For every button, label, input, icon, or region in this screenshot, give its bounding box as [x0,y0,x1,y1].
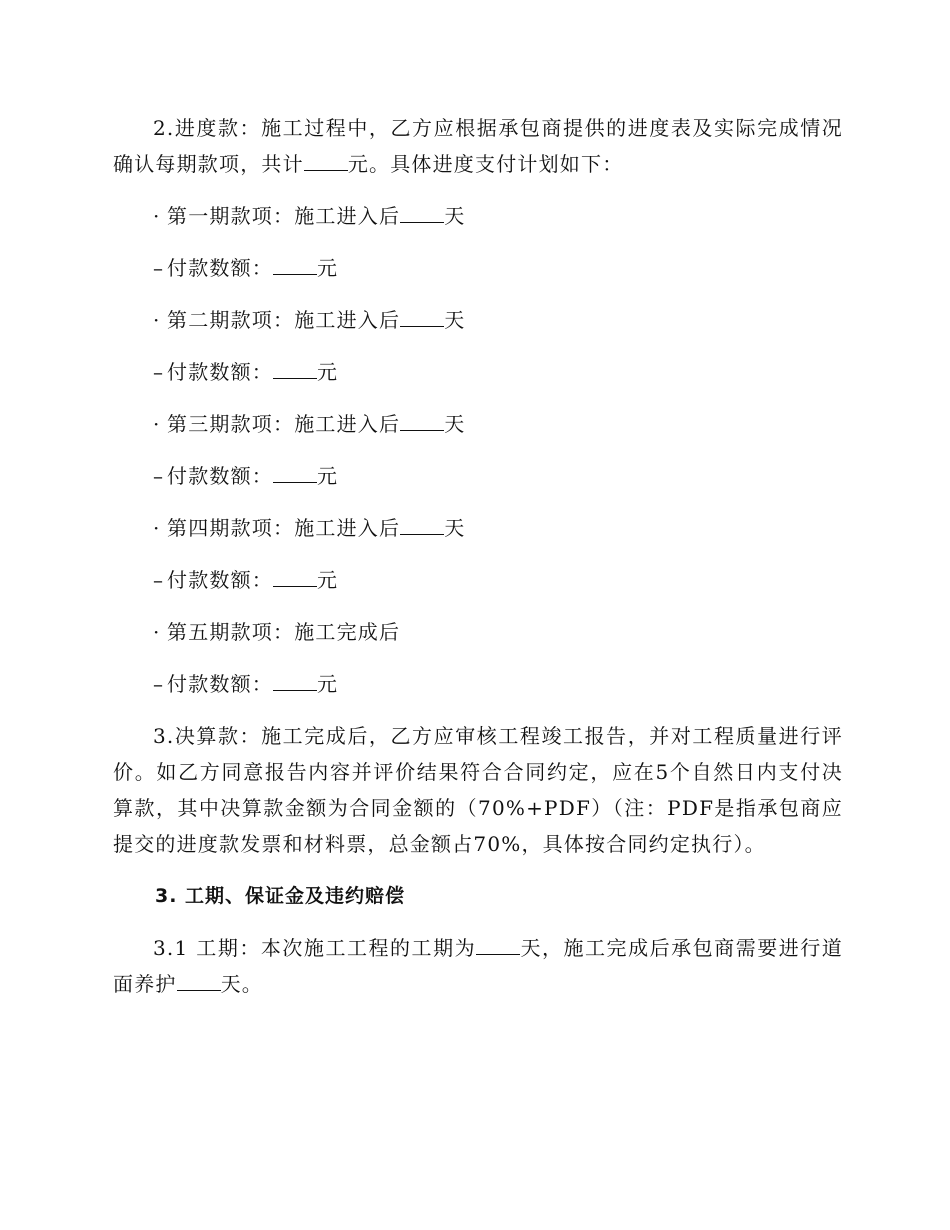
payment-unit: 元 [317,672,339,696]
payment-label: 付款数额： [167,360,273,384]
document-body [113,110,843,1018]
installment-label: 第一期款项：施工进入后 [167,204,401,228]
dash-mark: – [153,256,165,280]
blank-duration-days [476,936,520,955]
payment-amount-5 [113,666,843,702]
payment-amount-4 [113,562,843,598]
dash-mark: – [153,672,165,696]
blank-days [400,516,444,535]
installment-4 [113,510,843,546]
blank-amount [273,256,317,275]
installment-5 [113,614,843,650]
duration-text-middle: 天，施工完成后承包商需要进行道面养护 [113,936,843,996]
blank-amount [273,464,317,483]
payment-unit: 元 [317,256,339,280]
installment-unit: 天 [444,204,466,228]
installment-label: 第三期款项：施工进入后 [167,412,401,436]
dash-mark: – [153,464,165,488]
paragraph-progress-payment [113,110,843,182]
bullet-mark: · [153,620,161,644]
payment-label: 付款数额： [167,672,273,696]
bullet-mark: · [153,516,161,540]
payment-amount-3 [113,458,843,494]
payment-unit: 元 [317,568,339,592]
installment-label: 第四期款项：施工进入后 [167,516,401,540]
paragraph-settlement-payment: 3.决算款：施工完成后，乙方应审核工程竣工报告，并对工程质量进行评价。如乙方同意报告内容并评价结果符合合同约定，应在5个自然日内支付决算款，其中决算款金额为合同金额的（70%+PDF）（注：PDF是指承包商应提交的进度款发票和材料票，总金额占70%，具体按合同约定执行）。 [113,724,843,856]
blank-days [400,412,444,431]
installment-unit: 天 [444,516,466,540]
installment-unit: 天 [444,412,466,436]
blank-amount [273,568,317,587]
installment-3 [113,406,843,442]
paragraph-3-1-duration [113,930,843,1002]
installment-label: 第五期款项：施工完成后 [167,620,401,644]
payment-amount-1 [113,250,843,286]
payment-label: 付款数额： [167,464,273,488]
bullet-mark: · [153,308,161,332]
progress-text-after: 元。具体进度支付计划如下： [347,152,624,176]
duration-text-before: 3.1 工期：本次施工工程的工期为 [153,936,477,960]
payment-amount-2 [113,354,843,390]
duration-text-after: 天。 [220,972,264,996]
bullet-mark: · [153,204,161,228]
blank-amount [273,360,317,379]
blank-days [400,308,444,327]
payment-label: 付款数额： [167,256,273,280]
dash-mark: – [153,568,165,592]
blank-days [400,204,444,223]
installment-unit: 天 [444,308,466,332]
installment-label: 第二期款项：施工进入后 [167,308,401,332]
payment-unit: 元 [317,464,339,488]
blank-total-amount [304,152,348,171]
payment-label: 付款数额： [167,568,273,592]
payment-unit: 元 [317,360,339,384]
section-heading-3: 3. 工期、保证金及违约赔偿 [155,885,406,907]
progress-text-before: 2.进度款：施工过程中，乙方应根据承包商提供的进度表及实际完成情况确认每期款项，共计 [113,116,843,176]
blank-amount [273,672,317,691]
bullet-mark: · [153,412,161,436]
installment-2 [113,302,843,338]
installment-1 [113,198,843,234]
blank-maintenance-days [177,972,221,991]
dash-mark: – [153,360,165,384]
